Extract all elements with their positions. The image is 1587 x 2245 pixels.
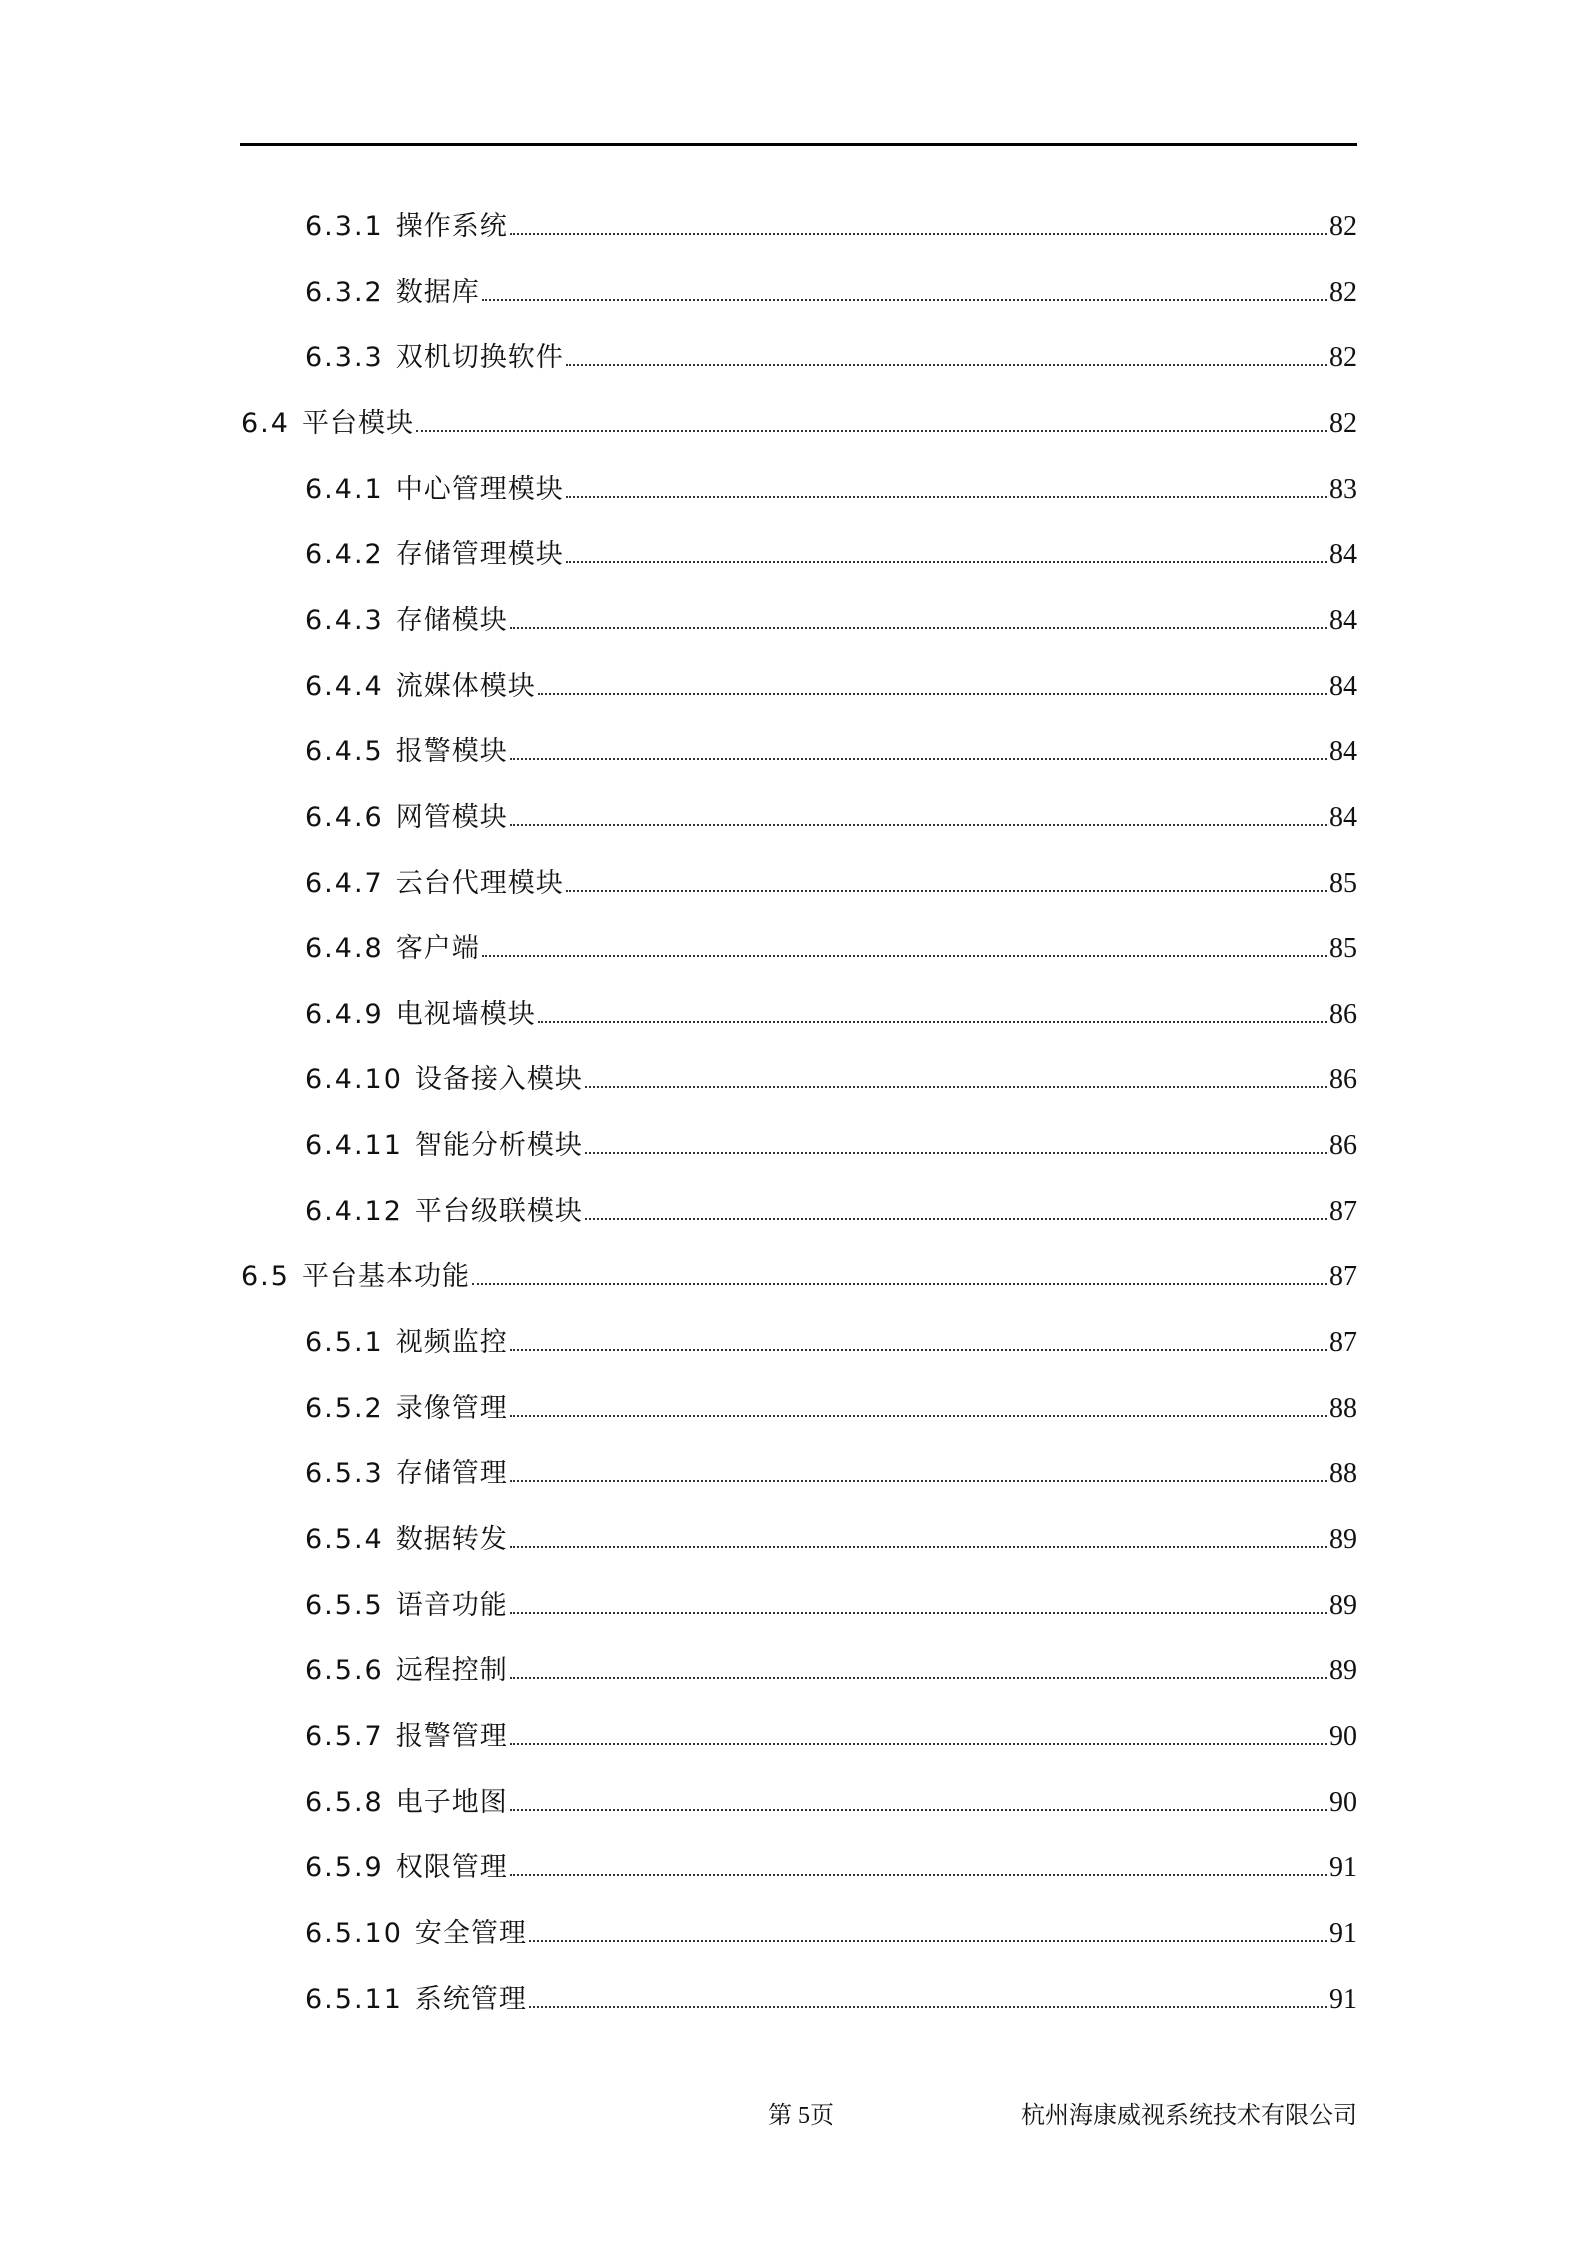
toc-number: 6.5.9	[305, 1852, 384, 1884]
toc-dot-leader	[529, 1940, 1327, 1942]
toc-page-number: 88	[1329, 1458, 1357, 1490]
toc-dot-leader	[510, 627, 1327, 629]
toc-title: 流媒体模块	[395, 670, 536, 702]
toc-title: 智能分析模块	[414, 1130, 583, 1162]
toc-title: 系统管理	[414, 1983, 527, 2015]
toc-page-number: 91	[1329, 1852, 1357, 1884]
toc-entry[interactable]	[305, 1583, 1357, 1629]
toc-title: 电子地图	[395, 1786, 508, 1818]
toc-dot-leader	[510, 1480, 1327, 1482]
toc-number: 6.4.5	[305, 736, 384, 768]
toc-title: 网管模块	[395, 801, 508, 833]
toc-number: 6.5.4	[305, 1524, 384, 1555]
toc-page-number: 91	[1329, 1983, 1357, 2015]
toc-number: 6.5.11	[305, 1983, 403, 2015]
toc-title: 权限管理	[395, 1852, 508, 1884]
toc-dot-leader	[472, 1283, 1327, 1285]
toc-page-number: 89	[1329, 1655, 1357, 1687]
toc-dot-leader	[529, 2006, 1327, 2008]
toc-number: 6.4.4	[305, 670, 384, 702]
header-rule	[240, 143, 1357, 146]
toc-entry[interactable]	[305, 992, 1357, 1038]
toc-entry[interactable]	[305, 204, 1357, 250]
toc-number: 6.4.1	[305, 473, 384, 505]
toc-dot-leader	[510, 1415, 1327, 1417]
toc-number: 6.5	[241, 1261, 290, 1293]
toc-title: 存储模块	[395, 604, 508, 636]
toc-number: 6.4.2	[305, 539, 384, 571]
footer-page-number: 第 5页	[768, 2103, 834, 2129]
toc-entry[interactable]	[305, 1714, 1357, 1760]
toc-entry[interactable]	[305, 795, 1357, 841]
toc-dot-leader	[585, 1152, 1327, 1154]
toc-page-number: 84	[1329, 539, 1357, 571]
toc-entry[interactable]	[305, 1057, 1357, 1103]
toc-title: 操作系统	[395, 211, 508, 242]
toc-page-number: 84	[1329, 801, 1357, 833]
toc-dot-leader	[416, 430, 1327, 432]
toc-entry[interactable]	[305, 1845, 1357, 1891]
toc-title: 安全管理	[414, 1917, 527, 1949]
toc-title: 平台级联模块	[414, 1195, 583, 1227]
toc-number: 6.4.7	[305, 867, 384, 899]
toc-number: 6.4.9	[305, 998, 384, 1030]
toc-entry[interactable]	[305, 598, 1357, 644]
toc-number: 6.5.1	[305, 1327, 384, 1359]
toc-entry[interactable]	[305, 1517, 1357, 1563]
toc-page-number: 89	[1329, 1524, 1357, 1555]
toc-number: 6.4.12	[305, 1195, 403, 1227]
toc-page-number: 87	[1329, 1327, 1357, 1359]
toc-entry[interactable]	[305, 1386, 1357, 1432]
toc-dot-leader	[510, 1874, 1327, 1876]
toc-page-number: 84	[1329, 670, 1357, 702]
toc-page-number: 85	[1329, 867, 1357, 899]
toc-entry[interactable]	[305, 335, 1357, 381]
toc-dot-leader	[510, 824, 1327, 826]
toc-title: 视频监控	[395, 1327, 508, 1359]
toc-entry[interactable]	[305, 861, 1357, 907]
toc-page-number: 85	[1329, 933, 1357, 965]
toc-page-number: 86	[1329, 1130, 1357, 1162]
toc-entry[interactable]	[305, 270, 1357, 316]
toc-dot-leader	[538, 693, 1327, 695]
toc-dot-leader	[510, 1349, 1327, 1351]
toc-entry[interactable]	[305, 1451, 1357, 1497]
toc-title: 设备接入模块	[414, 1064, 583, 1096]
toc-dot-leader	[482, 299, 1327, 301]
toc-dot-leader	[510, 1546, 1327, 1548]
toc-number: 6.5.10	[305, 1917, 403, 1949]
toc-dot-leader	[566, 890, 1327, 892]
toc-entry[interactable]	[305, 1780, 1357, 1826]
toc-dot-leader	[510, 233, 1327, 235]
toc-number: 6.3.3	[305, 342, 384, 374]
toc-page-number: 90	[1329, 1786, 1357, 1818]
toc-page-number: 87	[1329, 1195, 1357, 1227]
toc-page-number: 82	[1329, 342, 1357, 374]
toc-page-number: 86	[1329, 998, 1357, 1030]
toc-number: 6.5.8	[305, 1786, 384, 1818]
toc-number: 6.4.8	[305, 933, 384, 965]
toc-page-number: 86	[1329, 1064, 1357, 1096]
toc-entry[interactable]	[305, 1320, 1357, 1366]
toc-title: 远程控制	[395, 1655, 508, 1687]
toc-dot-leader	[585, 1218, 1327, 1220]
toc-title: 平台模块	[301, 407, 414, 439]
toc-dot-leader	[482, 955, 1327, 957]
toc-number: 6.5.3	[305, 1458, 384, 1490]
toc-title: 中心管理模块	[395, 473, 564, 505]
toc-title: 平台基本功能	[301, 1261, 470, 1293]
toc-number: 6.4	[241, 407, 290, 439]
toc-number: 6.5.6	[305, 1655, 384, 1687]
toc-number: 6.5.2	[305, 1392, 384, 1424]
toc-entry[interactable]	[241, 401, 1357, 447]
toc-entry[interactable]	[241, 1254, 1357, 1300]
toc-title: 存储管理	[395, 1458, 508, 1490]
toc-dot-leader	[566, 496, 1327, 498]
toc-entry[interactable]	[305, 1189, 1357, 1235]
toc-dot-leader	[510, 758, 1327, 760]
toc-dot-leader	[566, 561, 1327, 563]
toc-dot-leader	[510, 1677, 1327, 1679]
toc-dot-leader	[510, 1612, 1327, 1614]
toc-entry[interactable]	[305, 1123, 1357, 1169]
toc-page-number: 84	[1329, 604, 1357, 636]
toc-dot-leader	[566, 364, 1327, 366]
toc-title: 数据库	[395, 276, 480, 308]
toc-page-number: 90	[1329, 1720, 1357, 1752]
toc-dot-leader	[510, 1743, 1327, 1745]
toc-entry[interactable]	[305, 532, 1357, 578]
toc-title: 录像管理	[395, 1392, 508, 1424]
toc-title: 报警管理	[395, 1720, 508, 1752]
toc-number: 6.3.2	[305, 276, 384, 308]
toc-title: 报警模块	[395, 736, 508, 768]
toc-page-number: 82	[1329, 211, 1357, 242]
toc-page-number: 89	[1329, 1589, 1357, 1621]
toc-page-number: 83	[1329, 473, 1357, 505]
toc-page-number: 82	[1329, 407, 1357, 439]
toc-title: 客户端	[395, 933, 480, 965]
toc-number: 6.4.3	[305, 604, 384, 636]
toc-entry[interactable]	[305, 1911, 1357, 1957]
toc-number: 6.5.7	[305, 1720, 384, 1752]
toc-page-number: 91	[1329, 1917, 1357, 1949]
toc-title: 电视墙模块	[395, 998, 536, 1030]
toc-number: 6.5.5	[305, 1589, 384, 1621]
toc-number: 6.3.1	[305, 211, 384, 242]
toc-dot-leader	[585, 1086, 1327, 1088]
toc-entry[interactable]	[305, 664, 1357, 710]
toc-title: 双机切换软件	[395, 342, 564, 374]
toc-entry[interactable]	[305, 467, 1357, 513]
toc-number: 6.4.10	[305, 1064, 403, 1096]
toc-entry[interactable]	[305, 926, 1357, 972]
footer-company: 杭州海康威视系统技术有限公司	[1021, 2103, 1357, 2129]
toc-dot-leader	[510, 1809, 1327, 1811]
toc-title: 数据转发	[395, 1524, 508, 1555]
toc-title: 云台代理模块	[395, 867, 564, 899]
toc-page-number: 87	[1329, 1261, 1357, 1293]
toc-entry[interactable]	[305, 1648, 1357, 1694]
toc-title: 存储管理模块	[395, 539, 564, 571]
toc-number: 6.4.6	[305, 801, 384, 833]
toc-page-number: 82	[1329, 276, 1357, 308]
toc-dot-leader	[538, 1021, 1327, 1023]
toc-entry[interactable]	[305, 1977, 1357, 2023]
toc-number: 6.4.11	[305, 1130, 403, 1162]
toc-entry[interactable]	[305, 729, 1357, 775]
toc-page-number: 84	[1329, 736, 1357, 768]
toc-title: 语音功能	[395, 1589, 508, 1621]
toc-page-number: 88	[1329, 1392, 1357, 1424]
